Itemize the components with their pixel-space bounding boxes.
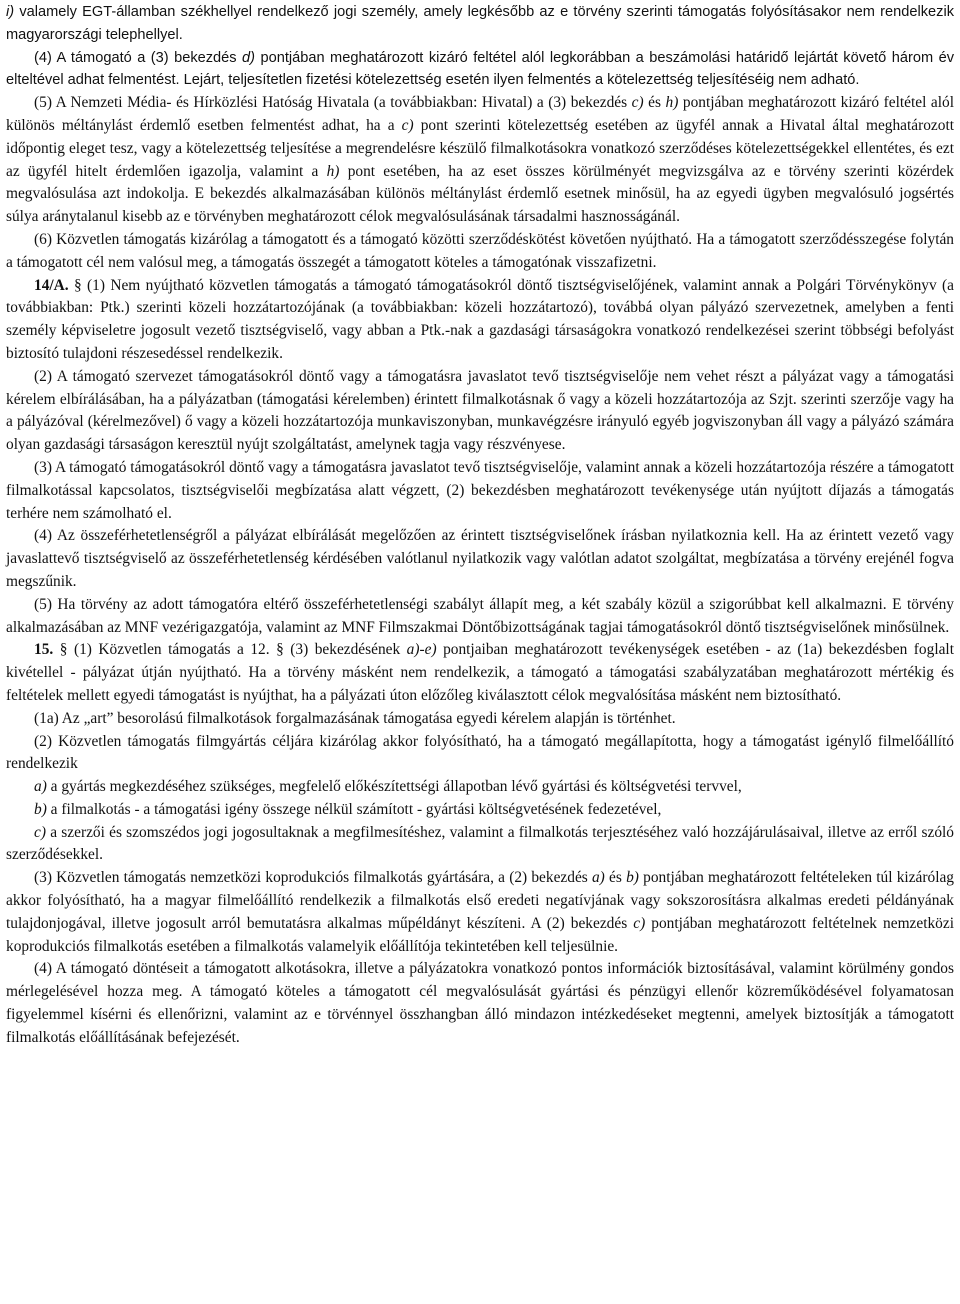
paragraph-text: (5) Ha törvény az adott támogatóra eltérő összeférhetetlenségi szabályt állapít meg, a két szabály közül a szigorúbbat kell alkalmazni. E törvény alkalmazásában az MNF vezérigazgatója, valamint az MNF Filmszakmai Döntőbizottságának tagjai támogatásokról döntő tisztségviselőnek minősülnek.: [6, 595, 954, 636]
paragraph-text: pont szerinti kötelezettség esetében az ügyfél annak a Hivatal által meghatározott időpontig eleget tesz, vagy a kötelezettség teljesítése a megrendelésre készülő filmalkotásokra vonatkozó szerződéses kötelezettségekkel ellentétes, és ezt az ügyfél hitelt érdemlően igazolja, valamint a: [6, 116, 955, 180]
paragraph-text: és: [604, 869, 627, 887]
paragraph-text: és: [643, 94, 666, 112]
point-reference: c): [34, 823, 46, 841]
point-reference: a): [591, 869, 605, 887]
paragraph-text: (2) Közvetlen támogatás filmgyártás céljára kizárólag akkor folyósítható, ha a támogató megállapította, hogy a támogatást igénylő filmelőállító rendelkezik: [6, 732, 954, 773]
paragraph-p2: [6, 92, 954, 229]
paragraph-p12: [6, 776, 954, 799]
paragraph-text: (5) A Nemzeti Média- és Hírközlési Hatóság Hivatala (a továbbiakban: Hivatal) a (3) bekezdés: [34, 94, 632, 112]
point-reference: d): [242, 49, 256, 66]
paragraph-p3: [6, 229, 954, 275]
paragraph-p7: [6, 525, 954, 593]
paragraph-text: pont esetében, ha az eset összes körülményét megvizsgálva az e törvény szerinti közérdek megvalósulása azt indokolja. E bekezdés alkalmazásában különös méltánylást érdemlő esetnek minősül, ha az egyedi ügyben megvalósuló jogsértés súlya aránytalanul kisebb az e törvényben meghatározott célok megvalósulásának társadalmi hasznosságánál.: [6, 162, 955, 226]
paragraph-p1: [6, 47, 954, 93]
paragraph-text: pontjában meghatározott feltételeken túl kizárólag akkor folyósítható, ha a magyar filmelőállító rendelkezik a filmalkotás első eredeti negatívjának vagy sokszorosításra alkalmas eredeti példányának tulajdonjogával, illetve jogosult arról bemutatásra alkalmas műpéldányt készíteni. A (2) bekezdés: [6, 869, 954, 932]
paragraph-text: a szerzői és szomszédos jogi jogosultaknak a megfilmesítéshez, valamint a filmalkotás terjesztéséhez való hozzájárulásaival, illetve az erről szóló szerződésekkel.: [6, 823, 954, 864]
paragraph-p6: [6, 457, 954, 525]
paragraph-text: a filmalkotás - a támogatási igény összege nélkül számított - gyártási költségvetésének fedezetével,: [46, 800, 662, 818]
paragraph-text: valamely EGT-államban székhellyel rendelkező jogi személy, amely legkésőbb az e törvény szerinti támogatás folyósításakor nem rendelkezik magyarországi telephellyel.: [6, 4, 954, 43]
paragraph-text: § (1) Nem nyújtható közvetlen támogatás a támogató támogatásokról döntő tisztségviselőjének, valamint annak a Polgári Törvénykönyv (a továbbiakban: Ptk.) szerinti közeli hozzátartozójának (a továbbiakban: közeli hozzátartozó), továbbá olyan pályázó szervezetnek, amelyben a fenti személy képviseletre jogosult vezető tisztségviselő, vagy abban a Ptk.-nak a gazdasági társaságokra vonatkozó rendelkezései szerint többségi befolyást biztosító tulajdoni részesedéssel rendelkezik.: [6, 276, 954, 362]
paragraph-text: (4) Az összeférhetetlenségről a pályázat elbírálását megelőzően az érintett tisztségviselőnek írásban nyilatkoznia kell. Ha az érintett vezető vagy javaslattevő tisztségviselő az összeférhetetlenség kérdésében valótlanul nyilatkozik vagy valótlan adatot szolgáltat, megbízatása a törvény erejénél fogva megszűnik.: [6, 527, 954, 590]
paragraph-p14: [6, 822, 954, 868]
paragraph-text: pontjában meghatározott kizáró feltétel alól legkorábban a beszámolási határidő lejártát követő három év elteltével adhat felmentést. Lejárt, teljesítetlen fizetési kötelezettség esetén ilyen felmentés a kötelezettség teljesítéséig nem adható.: [6, 49, 954, 89]
paragraph-p9: [6, 639, 954, 707]
paragraph-text: (4) A támogató a (3) bekezdés: [34, 49, 243, 66]
paragraph-text: (2) A támogató szervezet támogatásokról döntő vagy a támogatásra javaslatot tevő tisztségviselője nem vehet részt a pályázat vagy a támogatási kérelem elbírálásában, ha a pályázatban (támogatási kérelemben) érintett filmalkotásnak ő vagy a közeli hozzátartozója az Szjt. szerinti szerzője vagy ha a pályázóval (kérelmezővel) ő vagy a közeli hozzátartozója munkaviszonyban, munkavégzésre irányuló egyéb jogviszonyban áll vagy a pályázó számára olyan gazdasági társaságon keresztül nyújt szolgáltatást, amelynek tagja vagy részvényese.: [6, 367, 954, 454]
point-reference: a): [34, 778, 47, 796]
point-reference: h): [326, 162, 340, 180]
section-number: 15.: [34, 641, 54, 659]
paragraph-text: (1a) Az „art” besorolású filmalkotások forgalmazásának támogatása egyedi kérelem alapján is történhet.: [34, 709, 676, 727]
paragraph-p5: [6, 366, 954, 457]
paragraph-p10: [6, 708, 954, 731]
paragraph-p4: [6, 275, 954, 366]
paragraph-p8: [6, 594, 954, 640]
paragraph-text: pontjaiban meghatározott tevékenységek esetében - az (1a) bekezdésben foglalt kivétellel - pályázat útján nyújtható. Ha a törvény másként nem rendelkezik, a támogató a támogatási szabályzatában meghatározott mértékig és feltételek mellett egyedi támogatást is nyújthat, ha a pályázati úton előzőleg kiválasztott célok megvalósítása másként nem biztosítható.: [6, 641, 954, 704]
paragraph-text: (3) Közvetlen támogatás nemzetközi koprodukciós filmalkotás gyártására, a (2) bekezdés: [34, 869, 592, 887]
paragraph-text: § (1) Közvetlen támogatás a 12. § (3) bekezdésének: [53, 641, 407, 659]
section-number: 14/A.: [34, 276, 69, 294]
paragraph-text: (6) Közvetlen támogatás kizárólag a támogatott és a támogató közötti szerződéskötést követően nyújtható. Ha a támogatott szerződésszegése folytán a támogatott cél nem valósul meg, a támogatás összegét a támogatott köteles a támogatónak visszafizetni.: [6, 230, 954, 271]
point-reference: a)-e): [406, 641, 437, 659]
paragraph-text: a gyártás megkezdéséhez szükséges, megfelelő előkészítettségi állapotban lévő gyártási és költségvetési tervvel,: [46, 778, 742, 796]
paragraph-text: (4) A támogató döntéseit a támogatott alkotásokra, illetve a pályázatokra vonatkozó pontos információk biztosításával, valamint körülmény gondos mérlegelésével hozza meg. A támogató köteles a támogatott cél megvalósulását gyártási és pénzügyi ellenőr közreműködésével folyamatosan figyelemmel kísérni és ellenőrizni, valamint az e törvénnyel összhangban álló mindazon intézkedéseket megtenni, amelyek biztosítják a támogatott filmalkotás előállításának befejezését.: [6, 960, 954, 1046]
paragraph-p11: [6, 731, 954, 777]
paragraph-text: (3) A támogató támogatásokról döntő vagy a támogatásra javaslatot tevő tisztségviselője, valamint annak a közeli hozzátartozója részére a támogatott filmalkotással kapcsolatos, tisztségviselői megbízatása alatt végzett, (2) bekezdésben meghatározott tevékenysége után nyújtott díjazás a támogatás terhére nem számolható el.: [6, 458, 954, 522]
paragraph-text: pontjában meghatározott kizáró feltétel alól különös méltánylást érdemlő esetben felmentést adhat, ha a: [6, 94, 954, 134]
paragraph-p16: [6, 958, 954, 1049]
paragraph-p0: [6, 1, 954, 47]
paragraph-text: pontjában meghatározott feltételnek nemzetközi koprodukciós filmalkotás esetében a filmalkotás valamelyik előállítója tekintetében kell teljesülnie.: [6, 914, 954, 955]
paragraph-p13: [6, 799, 954, 822]
paragraph-p15: [6, 867, 954, 958]
point-reference: c): [633, 914, 646, 932]
point-reference: c): [631, 94, 644, 112]
point-reference: i): [6, 4, 15, 20]
point-reference: c): [401, 116, 414, 134]
point-reference: b): [34, 800, 47, 818]
point-reference: h): [665, 94, 679, 112]
point-reference: b): [626, 869, 639, 887]
